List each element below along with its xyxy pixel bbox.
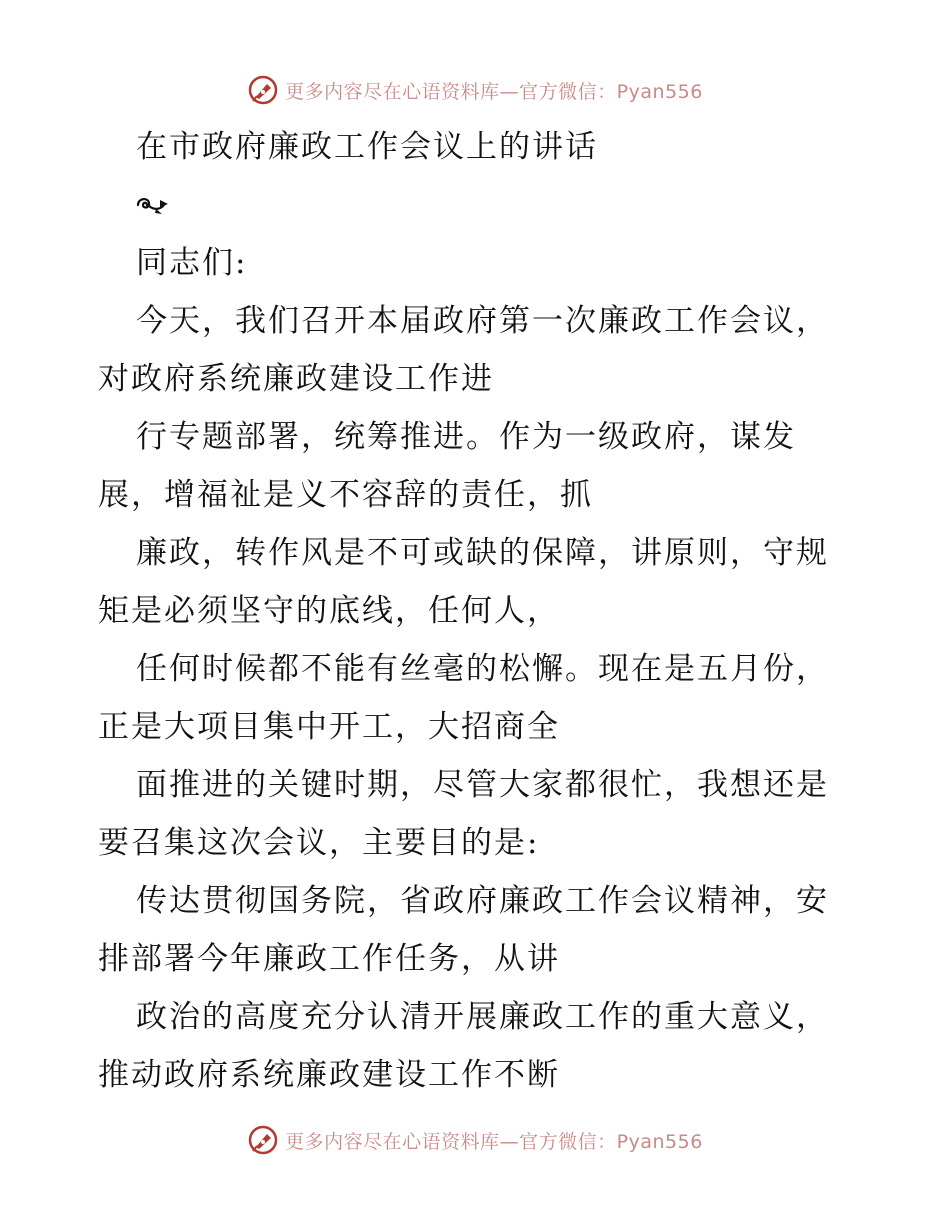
footer-watermark [0, 1120, 950, 1160]
watermark-text: 更多内容尽在心语资料库—官方微信：Pyan556 [285, 1130, 703, 1153]
salutation: 同志们: [136, 245, 248, 281]
paragraph-line: 行专题部署，统筹推进。作为一级政府，谋发 [136, 419, 796, 455]
pen-nib-logo-icon [247, 74, 279, 106]
paragraph [98, 524, 868, 640]
document-body [98, 118, 868, 1104]
pen-nib-logo-icon [247, 1124, 279, 1156]
paragraph-line: 政治的高度充分认清开展廉政工作的重大意义， [136, 999, 829, 1035]
paragraph-line: 任何时候都不能有丝毫的松懈。现在是五月份， [136, 651, 829, 687]
paragraph-line: 要召集这次会议，主要目的是: [98, 825, 540, 861]
paragraph [98, 408, 868, 524]
paragraph-line: 今天，我们召开本届政府第一次廉政工作会议， [136, 303, 829, 339]
paragraph [98, 292, 868, 408]
paragraph [98, 988, 868, 1104]
paragraph-line: 正是大项目集中开工，大招商全 [98, 709, 560, 745]
paragraph [98, 872, 868, 988]
paragraph-line: 对政府系统廉政建设工作进 [98, 361, 494, 397]
paragraph-line: 排部署今年廉政工作任务，从讲 [98, 941, 560, 977]
document-title: 在市政府廉政工作会议上的讲话 [136, 129, 598, 165]
paragraph-line: 展，增福祉是义不容辞的责任，抓 [98, 477, 593, 513]
paragraph-line: 廉政，转作风是不可或缺的保障，讲原则，守规 [136, 535, 829, 571]
paragraph [98, 640, 868, 756]
paragraph-line: 面推进的关键时期，尽管大家都很忙，我想还是 [136, 767, 829, 803]
paragraph-line: 传达贯彻国务院，省政府廉政工作会议精神，安 [136, 883, 829, 919]
paragraph-line: 推动政府系统廉政建设工作不断 [98, 1057, 560, 1093]
paragraph [98, 756, 868, 872]
paragraph-line: 矩是必须坚守的底线，任何人， [98, 593, 560, 629]
header-watermark [0, 70, 950, 110]
watermark-text: 更多内容尽在心语资料库—官方微信：Pyan556 [285, 80, 703, 103]
fleuron-icon [98, 176, 868, 234]
